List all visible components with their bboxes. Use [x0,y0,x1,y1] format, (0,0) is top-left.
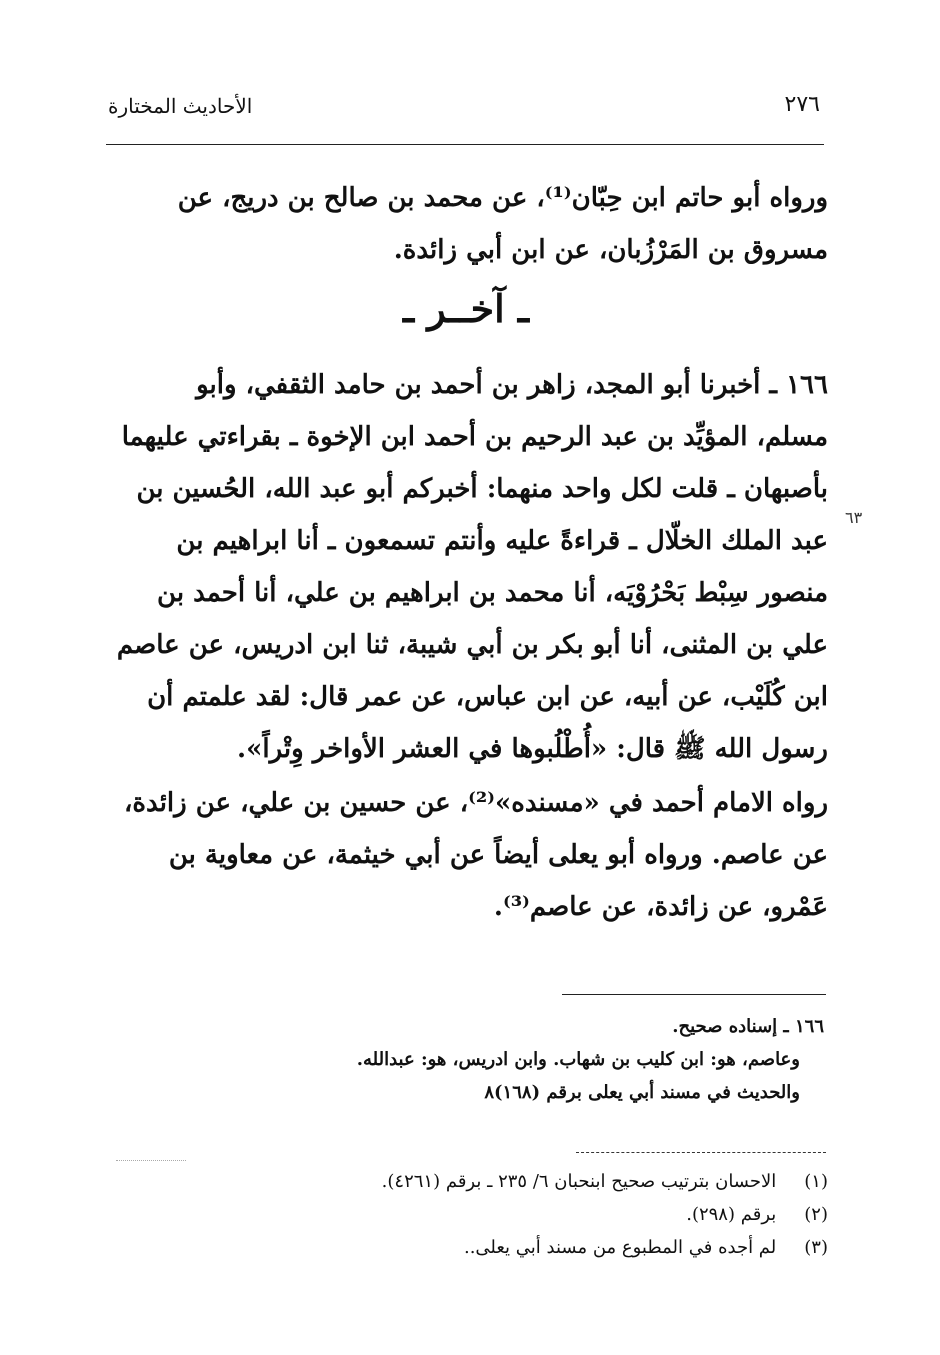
margin-note: ٦٣ [845,508,863,527]
footnote-text: لم أجده في المطبوع من مسند أبي يعلى.. [463,1237,777,1258]
footnote-item [300,1165,828,1198]
footnote-item [300,1231,828,1264]
text-line: علي بن المثنى، أنا أبو بكر بن أبي شيبة، ثنا ابن ادريس، عن عاصم [116,630,828,660]
text-line: مسروق بن المَرْزُبان، عن ابن أبي زائدة. [393,235,828,265]
text-line: ١٦٦ ـ إسناده صحيح. [672,1016,824,1037]
text-line: ورواه أبو حاتم ابن حِبّان⁽¹⁾، عن محمد بن صالح بن دريج، عن [177,183,828,213]
footnote-text: برقم (٢٩٨). [686,1204,777,1225]
footnote-rule-faint [116,1160,186,1161]
text-line: عن عاصم. ورواه أبو يعلى أيضاً عن أبي خيثمة، عن معاوية بن [168,840,828,870]
footnote-number: (٣) [804,1237,828,1258]
text-line: ١٦٦ ـ أخبرنا أبو المجد، زاهر بن أحمد بن حامد الثقفي، وأبو [196,370,828,400]
text-line: مسلم، المؤيِّد بن عبد الرحيم بن أحمد ابن الإخوة ـ بقراءتي عليهما [121,422,828,452]
footnote-rule [562,994,826,995]
running-title: الأحاديث المختارة [108,94,253,118]
footnotes-list [300,1165,828,1264]
footnote-text: الاحسان بترتيب صحيح ابنحبان ٦/ ٢٣٥ ـ برقم (٤٢٦١). [381,1171,777,1192]
section-title: ـ آخــر ـ [402,286,529,331]
paragraph-narrations [104,777,828,933]
header-rule [106,144,824,145]
text-line: عبد الملك الخلّال ـ قراءةً عليه وأنتم تسمعون ـ أنا ابراهيم بن [176,526,828,556]
text-line: عَمْرو، عن زائدة، عن عاصم⁽³⁾. [493,892,828,922]
text-line: منصور سِبْط بَحْرُوْيَه، أنا محمد بن ابراهيم بن علي، أنا أحمد بن [157,578,828,608]
hadith-text [104,359,828,775]
text-line: بأصبهان ـ قلت لكل واحد منهما: أخبركم أبو عبد الله، الحُسين بن [136,474,828,504]
paragraph-intro [104,172,828,276]
text-line: رسول الله ﷺ قال: «أُطْلُبوها في العشر الأواخر وِتْراً». [237,734,828,764]
footnote-number: (١) [804,1171,828,1192]
text-line: رواه الامام أحمد في «مسنده»⁽²⁾، عن حسين بن علي، عن زائدة، [124,788,828,818]
text-line: ابن كُلَيْب، عن أبيه، عن ابن عباس، عن عمر قال: لقد علمتم أن [147,682,828,712]
page-number: ٢٧٦ [784,92,820,117]
footnote-rule-secondary [576,1152,826,1153]
footnote-number: (٢) [804,1204,828,1225]
text-line: والحديث في مسند أبي يعلى برقم (١٦٨)٨ [484,1082,800,1103]
footnote-commentary [300,1010,824,1109]
text-line: وعاصم، هو: ابن كليب بن شهاب. وابن ادريس، هو: عبدالله. [356,1049,800,1070]
footnote-item [300,1198,828,1231]
